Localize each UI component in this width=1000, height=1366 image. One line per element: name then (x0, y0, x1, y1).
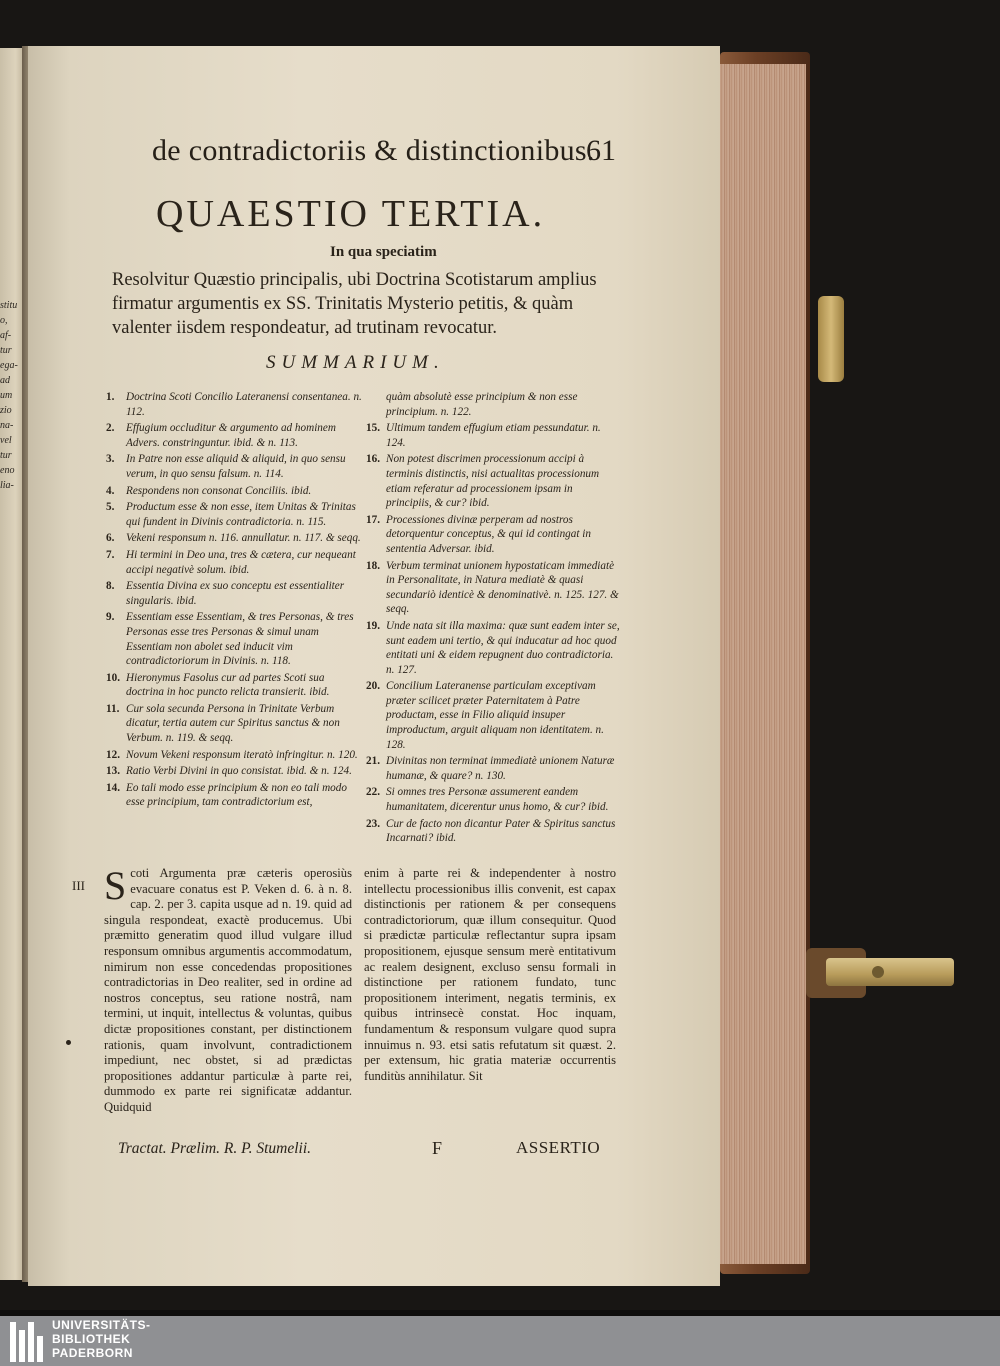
drop-cap: S (104, 863, 127, 908)
summary-item (106, 452, 362, 481)
summary-item-text: Divinitas non terminat immediatè unionem Naturæ humanæ, & quare? n. 130. (386, 755, 615, 782)
summary-item-text: Respondens non consonat Conciliis. ibid. (126, 484, 312, 497)
summary-item (106, 390, 362, 419)
summary-item (366, 452, 620, 510)
left-page-fragment: na- (0, 420, 14, 431)
summary-continuation: quàm absolutè esse principium & non esse principium. n. 122. (386, 391, 578, 418)
page-fore-edge (720, 64, 806, 1264)
left-page-fragment: tur (0, 345, 12, 356)
body-text-left: coti Argumenta præ cæteris operosiùs evacuare conatus est P. Veken d. 6. à n. 8. cap. 2. per 3. capita usque ad n. 19. quid ad singula respondeat, exactè producemus. Ubi præmitto generatim quod illud vulgare illud responsum omnibus argumentis accommodatum, nimirum non esse concedendas propositiones contradictorias in Deo realiter, sed in ordine ad nostros conceptus, seu ratione nostrâ, nam termini, ut inquit, intellectus & voluntas, quibus dictæ propositiones constant, per distinctionem rationis, quam involvunt, contradictionem impediunt, nec obstet, si ad prædictas propositiones addantur particulæ à parte rei, dummodo ex parte rei significatæ addantur. Quidquid (104, 866, 352, 1114)
summary-item-number: 7. (106, 548, 115, 561)
clasp-bottom-icon (806, 940, 954, 1006)
summary-item-text: Doctrina Scoti Concilio Lateranensi consentanea. n. 112. (126, 391, 362, 418)
left-page-fragment: um (0, 390, 13, 401)
summary-item-number: 15. (366, 422, 380, 435)
summary-item (106, 764, 362, 779)
summary-item-number: 12. (106, 748, 120, 761)
summary-item-text: Verbum terminat unionem hypostaticam immediatè in Personalitate, in Natura mediatè & quasi secundariò identicè & denominativè. n. 125. 127. & seqq. (386, 559, 619, 616)
summary-item-text: Concilium Lateranense particulam exceptivam præter scilicet præter Paternitatem à Patre productam, esse in Filio aliquid insuper improductum, arguit aliquam non identitatem. n. 128. (386, 680, 604, 751)
summary-item-number: 14. (106, 781, 120, 794)
summary-item-text: Hi termini in Deo una, tres & cætera, cur nequeant accipi negativè solum. ibid. (126, 548, 356, 576)
summary-item (366, 559, 620, 617)
summary-item (106, 781, 362, 810)
left-page-fragment: tur (0, 450, 12, 461)
summary-item-number: 9. (106, 611, 115, 624)
summary-item-text: Hieronymus Fasolus cur ad partes Scoti sua doctrina in hoc puncto relicta transierit. ibid. (126, 671, 330, 699)
body-column-right (364, 866, 616, 1084)
intro-paragraph: Resolvitur Quæstio principalis, ubi Doctrina Scotistarum amplius firmatur argumentis ex SS. Trinitatis Mysterio petitis, & quàm valenter iisdem respondeatur, ad trutinam revocatur. (112, 270, 597, 338)
left-page-fragment: stitu (0, 300, 18, 311)
summary-item-number: 11. (106, 702, 120, 715)
summary-item (106, 531, 362, 546)
summary-item-text: In Patre non esse aliquid & aliquid, in quo sensu verum, in quo sensu falsum. n. 114. (126, 453, 346, 480)
body-text-right: enim à parte rei & independenter à nostro intellectu processionibus illis convenit, est capax distinctionis per rationem & per consequens contradictoriorum, quæ illum consequitur. Quod si prædictæ particulæ reflectantur supra ipsam propositionem, ejusque sensum merè entitativum ac realem designent, excluso sensu formali in distinctione per rationem fundato, tunc propositionem interiment, negatis terminis, ex quibus intrinsecè constat. Hoc inquam, fundamentum & responsum vulgare quod supra innuimus n. 93. etsi satis refutatum sit quæst. 2. per extensum, hic gratia materiæ occurrentis funditùs annihilatur. Sit (364, 866, 616, 1083)
summary-item-number: 13. (106, 765, 120, 778)
left-page-fragment: o, (0, 315, 8, 326)
summary-item-text: Processiones divinæ perperam ad nostros detorquentur conceptus, & qui id contingat in sententia Adversar. ibid. (386, 513, 591, 555)
left-page-fragment: zio (0, 405, 12, 416)
summary-item (366, 513, 620, 557)
summary-item-number: 17. (366, 513, 380, 526)
summary-item (106, 421, 362, 450)
summary-item (366, 619, 620, 677)
left-page-fragment: ad (0, 375, 10, 386)
page-number: 61 (586, 134, 616, 167)
summary-item-text: Si omnes tres Personæ assumerent eandem humanitatem, dicerentur unus homo, & cur? ibid. (386, 786, 609, 814)
summary-item (366, 754, 620, 783)
summary-item (366, 679, 620, 752)
summary-item-number: 20. (366, 680, 380, 693)
library-logo-icon (6, 1316, 46, 1366)
summary-item-number: 10. (106, 671, 120, 684)
summary-item (106, 500, 362, 529)
library-name (52, 1318, 151, 1360)
summary-item (106, 610, 362, 668)
summary-item-text: Ultimum tandem effugium etiam pessundatur. n. 124. (386, 422, 601, 449)
summary-item-text: Essentia Divina ex suo conceptu est essentialiter singularis. ibid. (126, 580, 345, 607)
left-page-fragment: ega- (0, 360, 18, 371)
summary-item-text: Effugium occluditur & argumento ad hominem Advers. constringuntur. ibid. & n. 113. (126, 422, 336, 449)
summary-item (106, 548, 362, 577)
summary-item (366, 817, 620, 846)
summary-item-text: Ratio Verbi Divini in quo consistat. ibid. & n. 124. (126, 765, 352, 778)
subtitle: In qua speciatim (330, 244, 437, 260)
left-page-fragment: lia- (0, 480, 14, 491)
summary-item-text: Cur sola secunda Persona in Trinitate Verbum dicatur, tertia autem cur Spiritus sanctus & non Verbum. n. 119. & seqq. (126, 702, 340, 745)
summary-item-text: Essentiam esse Essentiam, & tres Personas, & tres Personas esse tres Personas & simul unam Essentiam non abolet sed inducit vim contradictoriorum in Divinis. n. 118. (126, 611, 354, 668)
summary-item (366, 421, 620, 450)
left-page-fragment: eno (0, 465, 15, 476)
left-page-fragment: vel (0, 435, 12, 446)
footer-title: Tractat. Prælim. R. P. Stumelii. (118, 1140, 312, 1157)
library-name-line3: PADERBORN (52, 1346, 133, 1360)
ink-dot (66, 1040, 71, 1045)
summary-item-number: 8. (106, 580, 115, 593)
summary-item-number: 21. (366, 755, 380, 768)
summary-item-number: 6. (106, 532, 115, 545)
summary-item-number: 18. (366, 559, 380, 572)
summary-item-text: Eo tali modo esse principium & non eo tali modo esse principium, tam contradictorium est, (126, 781, 347, 809)
summary-item-number: 2. (106, 422, 115, 435)
library-name-line1: UNIVERSITÄTS- (52, 1318, 151, 1332)
margin-number: III (72, 878, 85, 893)
footer-catchword: ASSERTIO (516, 1138, 601, 1157)
summary-item (106, 748, 362, 763)
running-head: de contradictoriis & distinctionibus. (152, 134, 595, 167)
summary-item-text: Novum Vekeni responsum iteratò infringitur. n. 120. (126, 748, 358, 761)
summary-item-number: 1. (106, 391, 115, 403)
summary-item-text: Vekeni responsum n. 116. annullatur. n. 117. & seqq. (126, 532, 361, 545)
summary-item-number: 5. (106, 501, 115, 514)
footer-signature: F (432, 1138, 443, 1158)
summary-item-text: Non potest discrimen processionum accipi à terminis distinctis, nisi actualitas processionum etiam referatur ad processionem ipsam in principiis, & cur? ibid. (386, 453, 600, 510)
clasp-top-icon (818, 296, 844, 382)
summary-item-text: Cur de facto non dicantur Pater & Spiritus sanctus Incarnati? ibid. (386, 817, 616, 845)
summary-item-text: Unde nata sit illa maxima: quæ sunt eadem inter se, sunt eadem uni tertio, & qui inducatur ad hoc quod entitati uni & eidem repugnent duo contradictoria. n. 127. (386, 619, 620, 676)
summary-item-number: 23. (366, 817, 380, 830)
library-name-line2: BIBLIOTHEK (52, 1332, 131, 1346)
summary-item-number: 16. (366, 453, 380, 466)
summary-item (106, 579, 362, 608)
summary-column-left (106, 390, 362, 812)
summary-item-number: 22. (366, 786, 380, 799)
summary-item-number: 4. (106, 484, 115, 497)
summary-heading: SUMMARIUM. (266, 352, 445, 373)
left-page-fragment: af- (0, 330, 12, 341)
summary-column-right (366, 390, 620, 848)
summary-item (106, 671, 362, 700)
summary-item-number: 19. (366, 619, 380, 632)
summary-item (106, 484, 362, 499)
summary-item (366, 785, 620, 814)
summary-item-number: 3. (106, 453, 115, 466)
body-column-left (104, 863, 352, 1116)
summary-item (106, 702, 362, 746)
summary-item-text: Productum esse & non esse, item Unitas & Trinitas qui fundent in Divinis contradictoria. n. 115. (126, 501, 356, 528)
page-title: QUAESTIO TERTIA. (156, 193, 546, 235)
